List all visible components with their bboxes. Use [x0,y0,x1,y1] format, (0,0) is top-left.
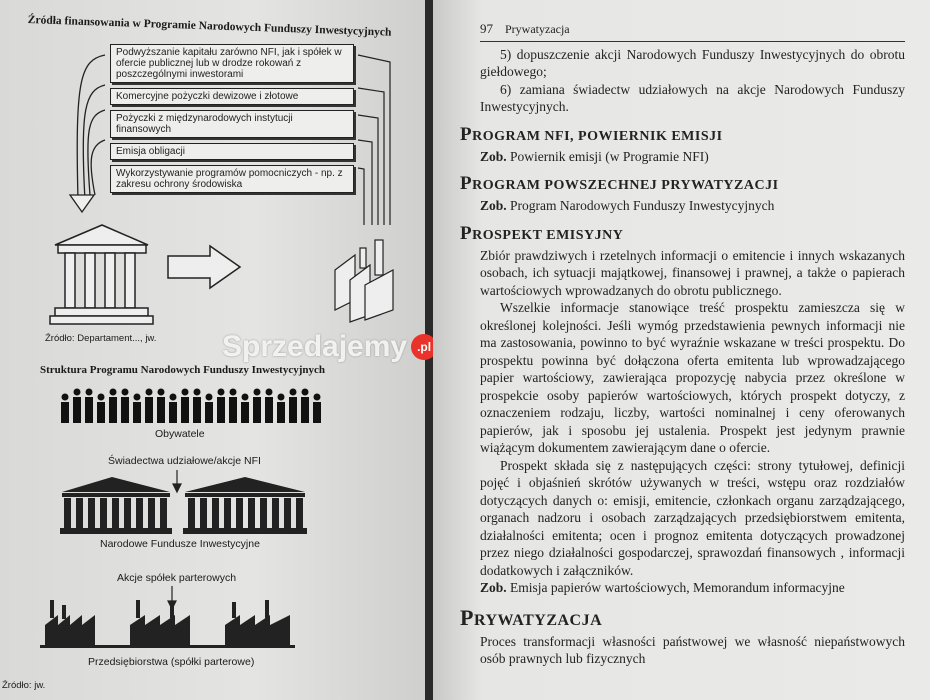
label-certificates: Świadectwa udziałowe/akcje NFI [108,455,261,467]
enterprise-factories-icon [40,600,295,648]
watermark [222,330,437,364]
factory-icon [335,240,393,322]
column-icon [272,498,279,528]
column-icon [148,498,155,528]
person-icon [229,397,237,423]
person-icon [85,397,93,423]
person-icon [301,397,309,423]
person-icon [181,397,189,423]
person-icon [217,397,225,423]
person-icon [242,394,249,401]
label-citizens: Obywatele [155,428,205,440]
column-icon [160,498,167,528]
watermark-text: Sprzedajemy [222,330,408,363]
person-icon [122,389,129,396]
running-head: Prywatyzacja [505,22,570,36]
person-icon [218,389,225,396]
list-item-5: 5) dopuszczenie akcji Narodowych Funduszy Inwestycyjnych do obrotu giełdowego; [480,46,905,79]
list-item-6: 6) zamiana świadectw udziałowych na akcje Narodowych Funduszy Inwestycyjnych. [480,81,905,114]
person-icon [97,402,105,423]
person-icon [110,389,117,396]
column-icon [76,498,83,528]
column-icon [188,498,195,528]
person-icon [121,397,129,423]
source-box-5: Wykorzystywanie programów pomocniczych - np. z zakresu ochrony środowiska [110,165,354,193]
label-funds: Narodowe Fundusze Inwestycyjne [100,538,260,550]
people-row-icon [61,389,321,424]
person-icon [133,402,141,423]
person-icon [86,389,93,396]
column-icon [260,498,267,528]
person-icon [170,394,177,401]
person-icon [134,394,141,401]
person-icon [230,389,237,396]
entry-heading-2: PROGRAM POWSZECHNEJ PRYWATYZACJI [460,173,779,194]
person-icon [314,394,321,401]
person-icon [266,389,273,396]
bank-building-icon [50,225,153,324]
column-icon [64,498,71,528]
label-shares: Akcje spółek parterowych [117,572,237,584]
column-icon [136,498,143,528]
column-icon [248,498,255,528]
person-icon [74,389,81,396]
person-icon [157,397,165,423]
person-icon [62,394,69,401]
entry-heading-3: PROSPEKT EMISYJNY [460,222,624,244]
person-icon [278,394,285,401]
right-page [433,0,930,700]
big-arrow-icon [168,246,240,288]
person-icon [205,402,213,423]
person-icon [277,402,285,423]
person-icon [73,397,81,423]
person-icon [193,397,201,423]
person-icon [194,389,201,396]
column-icon [100,498,107,528]
entry-heading-1: PROGRAM NFI, POWIERNIK EMISJI [460,123,723,145]
source-box-4: Emisja obligacji [110,143,354,160]
column-icon [236,498,243,528]
person-icon [302,389,309,396]
column-icon [296,498,303,528]
person-icon [145,397,153,423]
source-box-3: Pożyczki z międzynarodowych instytucji finansowych [110,110,354,138]
person-icon [61,402,69,423]
column-icon [212,498,219,528]
label-enterprises: Przedsiębiorstwa (spółki parterowe) [88,656,255,668]
watermark-badge: .pl [411,334,437,360]
source-box-1: Podwyższanie kapitału zarówno NFI, jak i spółek w ofercie publicznej lub w drodze rokowań z poszczególnymi inwestorami [110,44,354,83]
right-page-content [460,20,905,668]
person-icon [98,394,105,401]
person-icon [158,389,165,396]
right-arrows-icon [358,55,390,225]
left-page [0,0,432,700]
person-icon [254,389,261,396]
person-icon [290,389,297,396]
column-icon [124,498,131,528]
column-icon [112,498,119,528]
person-icon [206,394,213,401]
column-icon [224,498,231,528]
person-icon [289,397,297,423]
person-icon [313,402,321,423]
figure1-title: Źródła finansowania w Programie Narodowych Funduszy Inwestycyjnych [27,14,392,39]
figure2-title: Struktura Programu Narodowych Funduszy Inwestycyjnych [40,364,326,376]
figure1-source: Źródło: Departament..., jw. [45,333,157,344]
entry-3-paragraph-2: Wszelkie informacje stanowiące treść prospektu zamieszcza się w określonej kolejności. Jeśli wymóg przedstawienia pewnych informacji nie ma zastosowania, powinno to być wyraźnie wskazane w treści prospektu. Do prospektu powinna być dołączona oferta emitenta lub wprowadzającego papier wartościowy, zawierająca propozycję nabycia przez określone w prospekcie osoby papierów wartościowych, których prospekt dotyczy, z oznaczeniem rodzaju, liczby, wartości nominalnej i ceny oferowanych papierów, jak i sposobu jej ustalenia. Prospekt jest jedynym prawnie wiążącym dokumentem zawierającym dane o ofercie. [480,300,905,455]
page-number: 97 [480,21,493,36]
source-box-2: Komercyjne pożyczki dewizowe i złotowe [110,88,354,105]
running-header [480,20,905,42]
person-icon [146,389,153,396]
person-icon [182,389,189,396]
person-icon [265,397,273,423]
entry-3-paragraph-3: Prospekt składa się z następujących części: strony tytułowej, definicji pojęć i objaśnień skrótów używanych w treści, wstępu oraz rozdziałów dotyczących danych o: emisji, emitencie, członkach organu zarządzającego, organach nadzoru i osobach zarządzających przedsiębiorstwem emitenta, działalności emitenta; ocen i prognoz emitenta dotyczących prowadzonej przez niego działalności gospodarczej, sprawozdań finansowych , informacji dodatkowych i załączników. [480,457,905,578]
fund-buildings-icon [60,477,307,534]
column-icon [88,498,95,528]
entry-2-see-also: Zob. Program Narodowych Funduszy Inwestycyjnych [480,198,775,213]
entry-3-paragraph-1: Zbiór prawdziwych i rzetelnych informacji o emitencie i innych wskazanych osobach, ich sytuacji majątkowej, finansowej i prawnej, a także o papierach wartościowych wprowadzanych do obrotu publicznego. [480,247,905,298]
person-icon [253,397,261,423]
person-icon [109,397,117,423]
entry-1-see-also: Zob. Powiernik emisji (w Programie NFI) [480,148,709,164]
person-icon [241,402,249,423]
entry-heading-4: PRYWATYZACJA [460,604,603,630]
entry-3-see-also: Zob. Emisja papierów wartościowych, Memorandum informacyjne [480,580,845,595]
person-icon [169,402,177,423]
entry-4-paragraph-1: Proces transformacji własności państwowej we własność niepaństwowych osób prawnych lub fizycznych [480,633,905,666]
column-icon [284,498,291,528]
column-icon [200,498,207,528]
figure2-source: Źródło: jw. [2,680,46,691]
curved-arrows-icon [70,55,105,212]
